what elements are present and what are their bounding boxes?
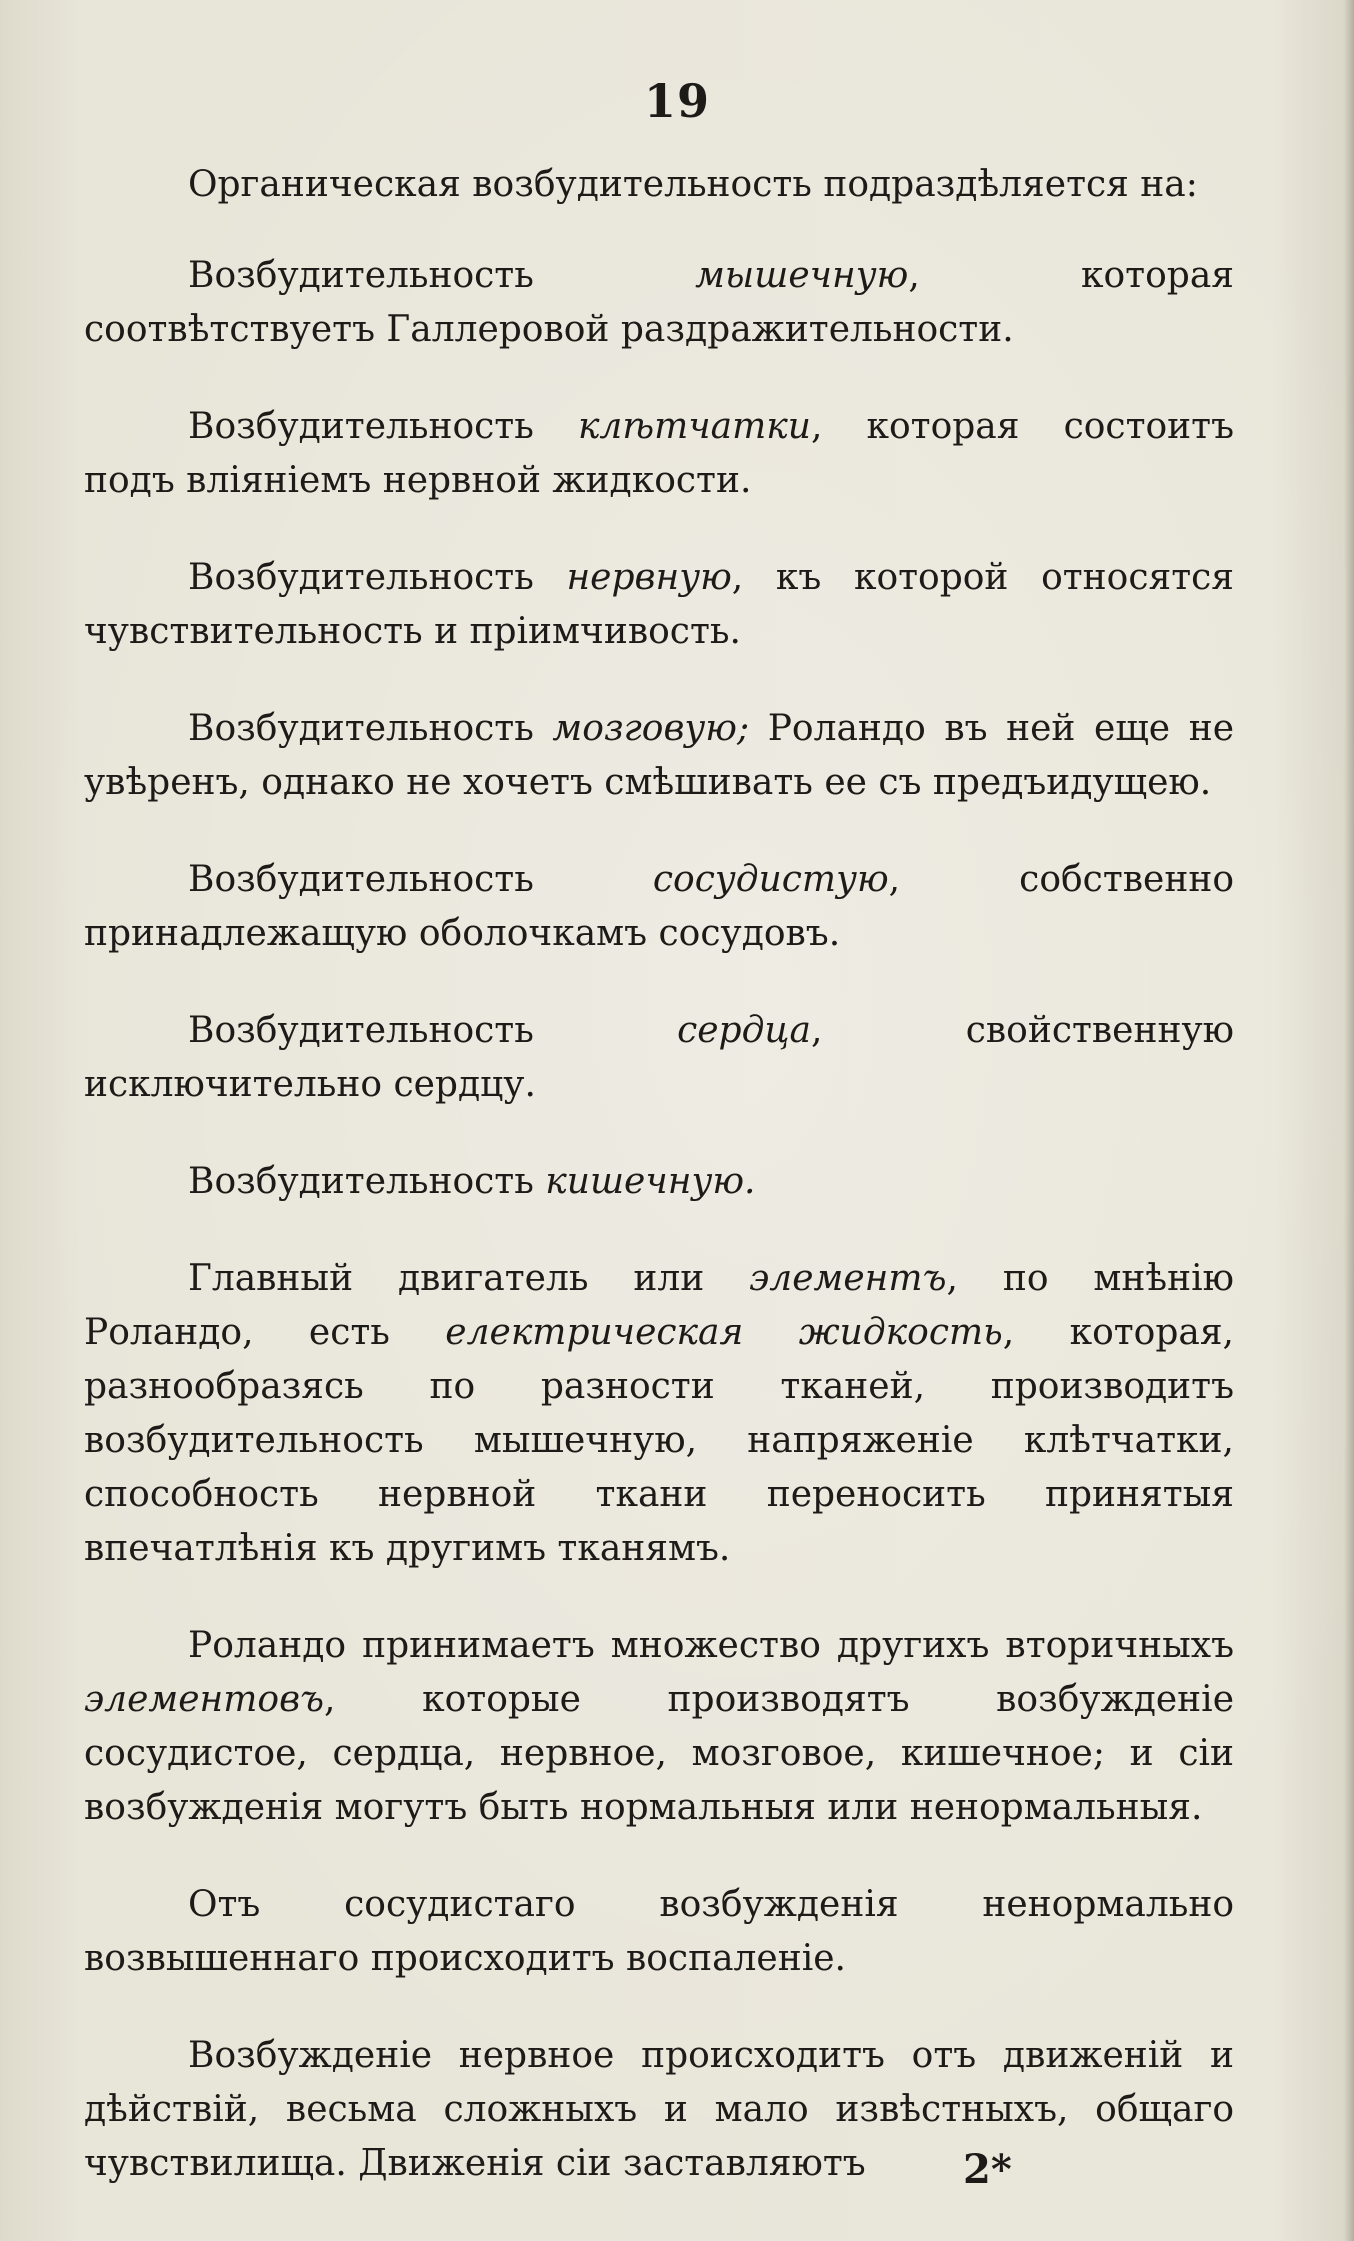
page-edge-shadow xyxy=(1344,0,1354,2241)
paragraph-secondary-elements xyxy=(84,1619,1234,1835)
signature-mark: 2* xyxy=(963,2146,1012,2193)
paragraph-heart xyxy=(84,1004,1234,1112)
text-run: , къ которой относятся чувствительность и прiимчивость. xyxy=(84,557,1234,652)
text-run: Возбудительность xyxy=(188,255,696,296)
italic-term: сердца xyxy=(677,1010,812,1051)
paragraph-nervous-excitation xyxy=(84,2029,1234,2191)
text-run: Возбудительность xyxy=(188,859,653,900)
paragraph-cerebral xyxy=(84,702,1234,810)
text-run: , по мнѣнiю Роландо, есть xyxy=(84,1258,1234,1353)
text-run: Возбудительность xyxy=(188,708,553,749)
paragraph-intestinal xyxy=(84,1155,1234,1209)
italic-term: нервную xyxy=(566,557,732,598)
italic-term: элементъ xyxy=(749,1258,947,1299)
paragraph-tissue xyxy=(84,400,1234,508)
text-run: Главный двигатель или xyxy=(188,1258,750,1299)
text-run: , свойственную исключительно сердцу. xyxy=(84,1010,1234,1105)
text-run: , которая соотвѣтствуетъ Галлеровой раздражительности. xyxy=(84,255,1234,350)
page-number: 19 xyxy=(643,74,710,128)
text-run: Возбудительность xyxy=(188,1161,546,1202)
text-run: Возбудительность xyxy=(188,1010,678,1051)
italic-term: електрическая жидкость xyxy=(445,1312,1003,1353)
text-run: , которые производятъ возбужденiе сосудистое, сердца, нервное, мозговое, кишечное; и сiи возбужденiя могутъ быть нормальныя или ненормальныя. xyxy=(84,1679,1234,1828)
italic-term: сосудистую xyxy=(652,859,889,900)
text-run: Возбужденiе нервное происходитъ отъ движенiй и дѣйствiй, весьма сложныхъ и мало извѣстныхъ, общаго чувствилища. Движенiя сiи заставляютъ xyxy=(84,2035,1234,2184)
italic-term: кишечную. xyxy=(545,1161,756,1202)
text-column xyxy=(84,158,1234,2234)
paragraph-muscular xyxy=(84,249,1234,357)
text-run: Отъ сосудистаго возбужденiя ненормально возвышеннаго происходитъ воспаленiе. xyxy=(84,1884,1234,1979)
italic-term: мозговую; xyxy=(552,708,750,749)
text-run: Роландо принимаетъ множество другихъ вторичныхъ xyxy=(188,1625,1234,1666)
text-run: Возбудительность xyxy=(188,406,578,447)
paragraph-nervous xyxy=(84,551,1234,659)
italic-term: элементовъ xyxy=(84,1679,325,1720)
text-run: , которая, разнообразясь по разности тканей, производитъ возбудительность мышечную, напряженiе клѣтчатки, способность нервной ткани переносить принятыя впечатлѣнiя къ другимъ тканямъ. xyxy=(84,1312,1234,1569)
text-run: Роландо въ ней еще не увѣренъ, однако не хочетъ смѣшивать ее съ предъидущею. xyxy=(84,708,1234,803)
italic-term: клѣтчатки xyxy=(577,406,811,447)
italic-term: мышечную xyxy=(695,255,909,296)
text-run: , собственно принадлежащую оболочкамъ сосудовъ. xyxy=(84,859,1234,954)
paragraph-main-agent xyxy=(84,1252,1234,1576)
paragraph-vascular xyxy=(84,853,1234,961)
text-run: , которая состоитъ подъ влiянiемъ нервной жидкости. xyxy=(84,406,1234,501)
intro-line xyxy=(84,158,1234,212)
text-run: Органическая возбудительность подраздѣляется на: xyxy=(188,164,1198,205)
paragraph-inflammation xyxy=(84,1878,1234,1986)
text-run: Возбудительность xyxy=(188,557,567,598)
